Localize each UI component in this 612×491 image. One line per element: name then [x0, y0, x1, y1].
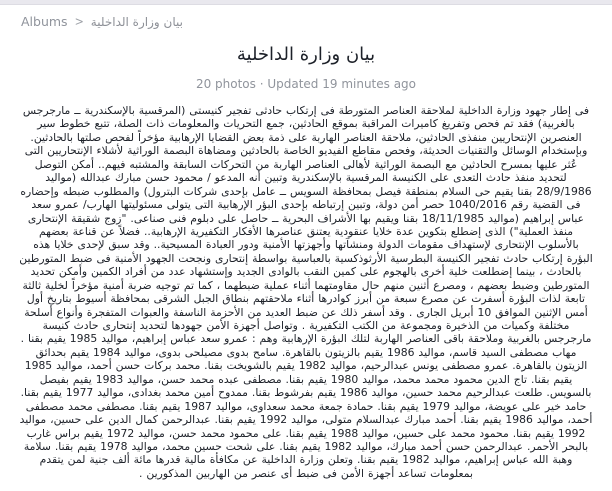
chevron-right-icon: >: [74, 14, 84, 29]
album-title: بيان وزارة الداخلية: [236, 44, 376, 65]
breadcrumb: [0, 5, 612, 31]
breadcrumb-albums-link[interactable]: Albums: [21, 14, 68, 29]
breadcrumb-current-album: بيان وزارة الداخلية: [90, 14, 183, 29]
album-description: فى إطار جهود وزارة الداخلية لملاحقة العناصر المتورطة فى إرتكاب حادثى تفجير كنيستى (المرقسية بالإسكندرية ــ مارجرجس بالغربية) فقد تم فحص وتفريغ كاميرات المراقبة بموقع الحادثين، جمع التحريات والمعلومات ذات الصلة، تتبع خطوط سير العنصرين الإنتحاريين منفذى الحادثين، ملاحقة العناصر الهاربة على ذمة بعض القضايا الإرهابية مؤخراً لفحص صلتها بالحادثين. وبإستخدام الوسائل والتقنيات الحديثة، وفحص مقاطع الفيديو الخاصة بالحادثين ومضاهاة البصمة الوراثية لأشلاء الإنتحاريين التى عُثر عليها بمسرح الحادثين مع البصمة الوراثية لأهالى العناصر الهاربة من التحركات السابقة والمشتبه فيهم.. أمكن التوصل لتحديد منفذ حادث التعدى على الكنيسة المرقسية بالإسكندرية وتبين أنه المدعو / محمود حسن مبارك عبدالله (مواليد 28/9/1986 بقنا يقيم حى السلام بمنطقة فيصل بمحافظة السويس ــ عامل بإحدى شركات البترول) والمطلوب ضبطه وإحضاره فى القضية رقم 1040/2016 حصر أمن دولة، وتبين إرتباطه بإحدى البؤر الإرهابية التى يتولى مسئوليتها الهارب/ عمرو سعد عباس إبراهيم (مواليد 18/11/1985 بقنا ويقيم بها الأشراف البحرية ــ حاصل على دبلوم فنى صناعى. "زوج شقيقة الإنتحارى منفذ العملية") الذى إضطلع بتكوين عدة خلايا عنقودية يعتنق عناصرها الأفكار التكفيرية الإرهابية.. فضلاً عن قناعة بعضهم بالأسلوب الإنتحارى لإستهداف مقومات الدولة ومنشآتها وأجهزتها الأمنية ودور العبادة المسيحية.. وقد سبق لإحدى خلايا هذه البؤرة إرتكاب حادث تفجير الكنيسة البطرسية الأرثوذكسية بالعباسية بواسطة إنتحارى ونجحت الجهود الأمنية فى ضبط المتورطين بالحادث ، بينما إضطلعت خلية أخرى بالهجوم على كمين النقب بالوادى الجديد وإستشهاد عدد من أفراد الكمين وأمكن تحديد المتورطين وضبط بعضهم ، ومصرع أثنين منهم حال مقاومتهما أثناء عملية ضبطهما ، كما تم توجيه ضربة أمنية مؤخراً لخلية ثالثة تابعة لذات البؤرة أسفرت عن مصرع سبعة من أبرز كوادرها أثناء ملاحقتهم بنطاق الجبل الشرقى بمحافظة أسيوط بتاريخ أول أمس الإثنين الموافق 10 أبريل الجارى . وقد أسفر ذلك عن ضبط العديد من الأحزمة الناسفة والعبوات المتفجرة وأنواع أسلحة مختلفة وكميات من الذخيرة ومجموعة من الكتب التكفيرية . وتواصل أجهزة الأمن جهودها لتحديد إنتحارى حادث كنيسة مارجرجس بالغربية وملاحقة باقى العناصر الهاربة لتلك البؤرة الإرهابية وهم : عمرو سعد عباس إبراهيم، مواليد 1985 يقيم بقنا . مهاب مصطفى السيد قاسم، مواليد 1986 يقيم بالزيتون بالقاهرة. سامح بدوى مصيلحى بدوى، مواليد 1984 يقيم بحدائق الزيتون بالقاهرة. عمرو مصطفى يونس عبدالرحيم، مواليد 1982 يقيم بالشويخت بقنا. محمد بركات حسن أحمد، مواليد 1985 يقيم بقنا. تاج الدين محمود محمد محمد، مواليد 1980 يقيم بقنا. مصطفى عبده محمد حسن، مواليد 1983 يقيم بفيصل بالسويس. طلعت عبدالرحيم محمد حسين، مواليد 1986 يقيم بفرشوط بقنا. ممدوح أمين محمد بغدادى، مواليد 1977 يقيم بقنا. حامد خير على عويضة، مواليد 1979 يقيم بقنا. حمادة جمعة محمد سعداوى، مواليد 1987 يقيم بقنا. مصطفى محمد مصطفى أحمد، مواليد 1986 يقيم بقنا. أحمد مبارك عبدالسلام متولى، مواليد 1992 يقيم بقنا. عبدالرحمن كمال الدين على حسين، مواليد 1992 يقيم بقنا. محمود محمد على حسين، مواليد 1988 يقيم بقنا. على محمود محمد حسن، مواليد 1972 يقيم براس غارب بالبحر الأحمر. عبدالرحمن حسن أحمد مبارك، مواليد 1982 يقيم بقنا. على شحت حسين محمد، مواليد 1978 يقيم بقنا. سلامة وهبة الله عباس إبراهيم، مواليد 1982 يقيم بقنا. وتعلن وزارة الداخلية عن مكافأة مالية قدرها مائة ألف جنية لمن يتقدم بمعلومات تساعد أجهزة الأمن فى ضبط أى عنصر من الهاربين المذكورين .: [19, 104, 593, 480]
album-meta: 20 photos · Updated 19 minutes ago: [195, 77, 417, 92]
